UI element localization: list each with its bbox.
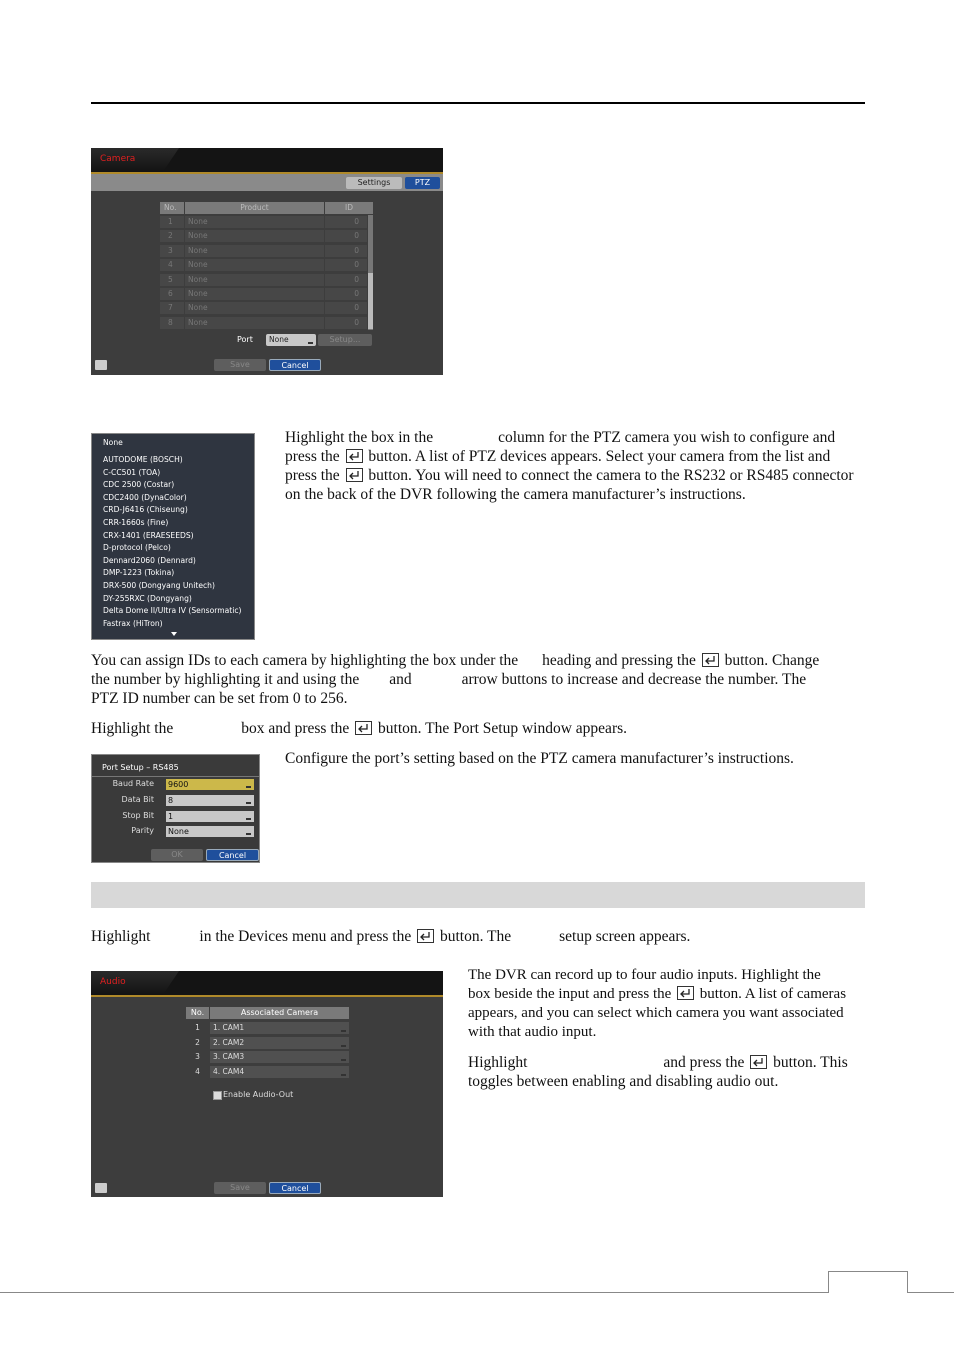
row-id[interactable]: 0 [325, 302, 367, 314]
save-button[interactable]: Save [214, 359, 266, 371]
enter-icon [355, 721, 372, 735]
baud-rate-label: Baud Rate [112, 779, 154, 788]
row-product[interactable]: None [185, 317, 324, 329]
audio-row-no: 2 [195, 1037, 200, 1047]
row-no: 4 [160, 259, 184, 271]
row-product[interactable]: None [185, 245, 324, 257]
ptz-list-item[interactable]: CRX-1401 (ERAESEEDS) [103, 530, 194, 540]
header-rule [91, 102, 865, 104]
ptz-list-item[interactable]: DRX-500 (Dongyang Unitech) [103, 581, 215, 590]
row-product[interactable]: None [185, 259, 324, 271]
audio-out-paragraph: Highlight and press the button. This toggles between enabling and disabling audio out. [468, 1054, 848, 1090]
cancel-button[interactable]: Cancel [269, 359, 321, 371]
stop-bit-select[interactable]: 1 [166, 811, 254, 822]
audio-camera-select[interactable]: 3. CAM3 [210, 1051, 349, 1063]
baud-rate-select[interactable]: 9600 [166, 779, 254, 790]
row-no: 1 [160, 216, 184, 228]
row-id[interactable]: 0 [325, 317, 367, 329]
audio-camera-select[interactable]: 4. CAM4 [210, 1066, 349, 1078]
ptz-list-item[interactable]: Dennard2060 (Dennard) [103, 555, 196, 565]
enter-icon [346, 449, 363, 463]
audio-camera-select[interactable]: 1. CAM1 [210, 1022, 349, 1034]
audio-camera-select[interactable]: 2. CAM2 [210, 1037, 349, 1049]
tab-settings[interactable]: Settings [346, 177, 402, 189]
row-no: 8 [160, 317, 184, 329]
enable-audio-out-label: Enable Audio-Out [223, 1090, 294, 1099]
enter-icon [677, 986, 694, 1000]
ptz-list-item[interactable]: AUTODOME (BOSCH) [103, 455, 183, 464]
ptz-list-item[interactable]: DY-255RXC (Dongyang) [103, 593, 192, 603]
id-paragraph: You can assign IDs to each camera by highlighting the box under the heading and pressing the button. Change the number by highlighting it and using the and arrow buttons to increase and decrease the number. The PTZ ID number can be set from 0 to 256. [91, 652, 820, 707]
row-product[interactable]: None [185, 274, 324, 286]
ptz-list-item[interactable]: CRR-1660s (Fine) [103, 518, 169, 527]
audio-header-camera: Associated Camera [210, 1007, 349, 1019]
port-paragraph: Highlight the box and press the button. The Port Setup window appears. [91, 720, 628, 737]
audio-save-button[interactable]: Save [214, 1182, 266, 1194]
enter-icon [417, 929, 434, 943]
audio-cancel-button[interactable]: Cancel [269, 1182, 321, 1194]
camera-tab-bar [91, 174, 443, 191]
page-number-tab [828, 1271, 908, 1293]
ptz-paragraph: Highlight the box in the column for the PTZ camera you wish to configure and press the button. A list of PTZ devices appears. Select your camera from the list and press the button. You will need to connect the camera to the RS232 or RS485 connector on the back of the DVR following the camera manufacturer’s instructions. [285, 429, 854, 503]
ptz-list-item[interactable]: None [103, 438, 123, 447]
camera-title: Camera [100, 154, 136, 164]
port-setup-title: Port Setup – RS485 [102, 763, 179, 772]
audio-row-no: 3 [195, 1052, 200, 1061]
ptz-list-item[interactable]: CRD-J6416 (Chiseung) [103, 505, 188, 515]
scrollbar[interactable] [368, 215, 373, 330]
data-bit-select[interactable]: 8 [166, 795, 254, 806]
row-id[interactable]: 0 [325, 259, 367, 271]
row-product[interactable]: None [185, 288, 324, 300]
audio-intro-paragraph: Highlight in the Devices menu and press the button. The setup screen appears. [91, 928, 691, 945]
port-setup-button[interactable]: Setup... [318, 334, 372, 346]
camera-title-bar [91, 148, 443, 174]
enter-icon [702, 653, 719, 667]
row-id[interactable]: 0 [325, 288, 367, 300]
row-id[interactable]: 0 [325, 274, 367, 286]
audio-row-no: 4 [195, 1066, 200, 1076]
scroll-down-icon[interactable] [171, 632, 177, 636]
audio-title-bar [91, 971, 443, 997]
port-setup-window [91, 754, 260, 863]
row-id[interactable]: 0 [325, 230, 367, 242]
audio-title: Audio [100, 977, 126, 987]
row-id[interactable]: 0 [325, 216, 367, 228]
audio-paragraph: The DVR can record up to four audio inputs. Highlight the box beside the input and press the button. A list of cameras appears, and you can select which camera you want associated with that audio input. [468, 967, 847, 1040]
ok-button[interactable]: OK [151, 849, 203, 861]
audio-screen [91, 971, 443, 1197]
enable-audio-out-checkbox[interactable] [213, 1091, 222, 1100]
row-no: 6 [160, 288, 184, 300]
enter-icon [750, 1055, 767, 1069]
row-product[interactable]: None [185, 230, 324, 242]
header-product: Product [185, 202, 324, 214]
ptz-device-list [91, 433, 255, 640]
ptz-list-item[interactable]: CDC2400 (DynaColor) [103, 492, 187, 502]
ptz-list-item[interactable]: Fastrax (HiTron) [103, 618, 163, 628]
parity-label: Parity [131, 826, 154, 835]
header-no: No. [160, 202, 184, 214]
audio-row-no: 1 [195, 1023, 200, 1032]
ptz-list-item[interactable]: D-protocol (Pelco) [103, 543, 171, 553]
header-id: ID [325, 202, 373, 214]
row-no: 7 [160, 302, 184, 314]
enter-icon [346, 468, 363, 482]
stop-bit-label: Stop Bit [122, 811, 154, 820]
configure-paragraph: Configure the port’s setting based on the PTZ camera manufacturer’s instructions. [285, 750, 794, 767]
tab-ptz[interactable]: PTZ [405, 177, 440, 189]
ptz-list-item[interactable]: C-CC501 (TOA) [103, 467, 161, 477]
row-no: 3 [160, 245, 184, 257]
data-bit-label: Data Bit [121, 795, 154, 804]
footer-rule [0, 1292, 954, 1293]
row-product[interactable]: None [185, 302, 324, 314]
row-id[interactable]: 0 [325, 245, 367, 257]
port-cancel-button[interactable]: Cancel [206, 849, 259, 861]
row-product[interactable]: None [185, 216, 324, 228]
audio-back-icon[interactable] [95, 1183, 107, 1193]
ptz-list-item[interactable]: Delta Dome II/Ultra IV (Sensormatic) [103, 606, 242, 616]
ptz-list-item[interactable]: DMP-1223 (Tokina) [103, 568, 175, 578]
row-no: 2 [160, 230, 184, 242]
row-no: 5 [160, 274, 184, 286]
back-icon[interactable] [95, 360, 107, 370]
ptz-list-item[interactable]: CDC 2500 (Costar) [103, 480, 175, 490]
audio-header-no: No. [186, 1007, 209, 1019]
camera-ptz-screen [91, 148, 443, 375]
port-label: Port [237, 335, 253, 344]
port-dropdown[interactable]: None [266, 334, 316, 346]
parity-select[interactable]: None [166, 826, 254, 837]
section-heading-bar [91, 882, 865, 908]
